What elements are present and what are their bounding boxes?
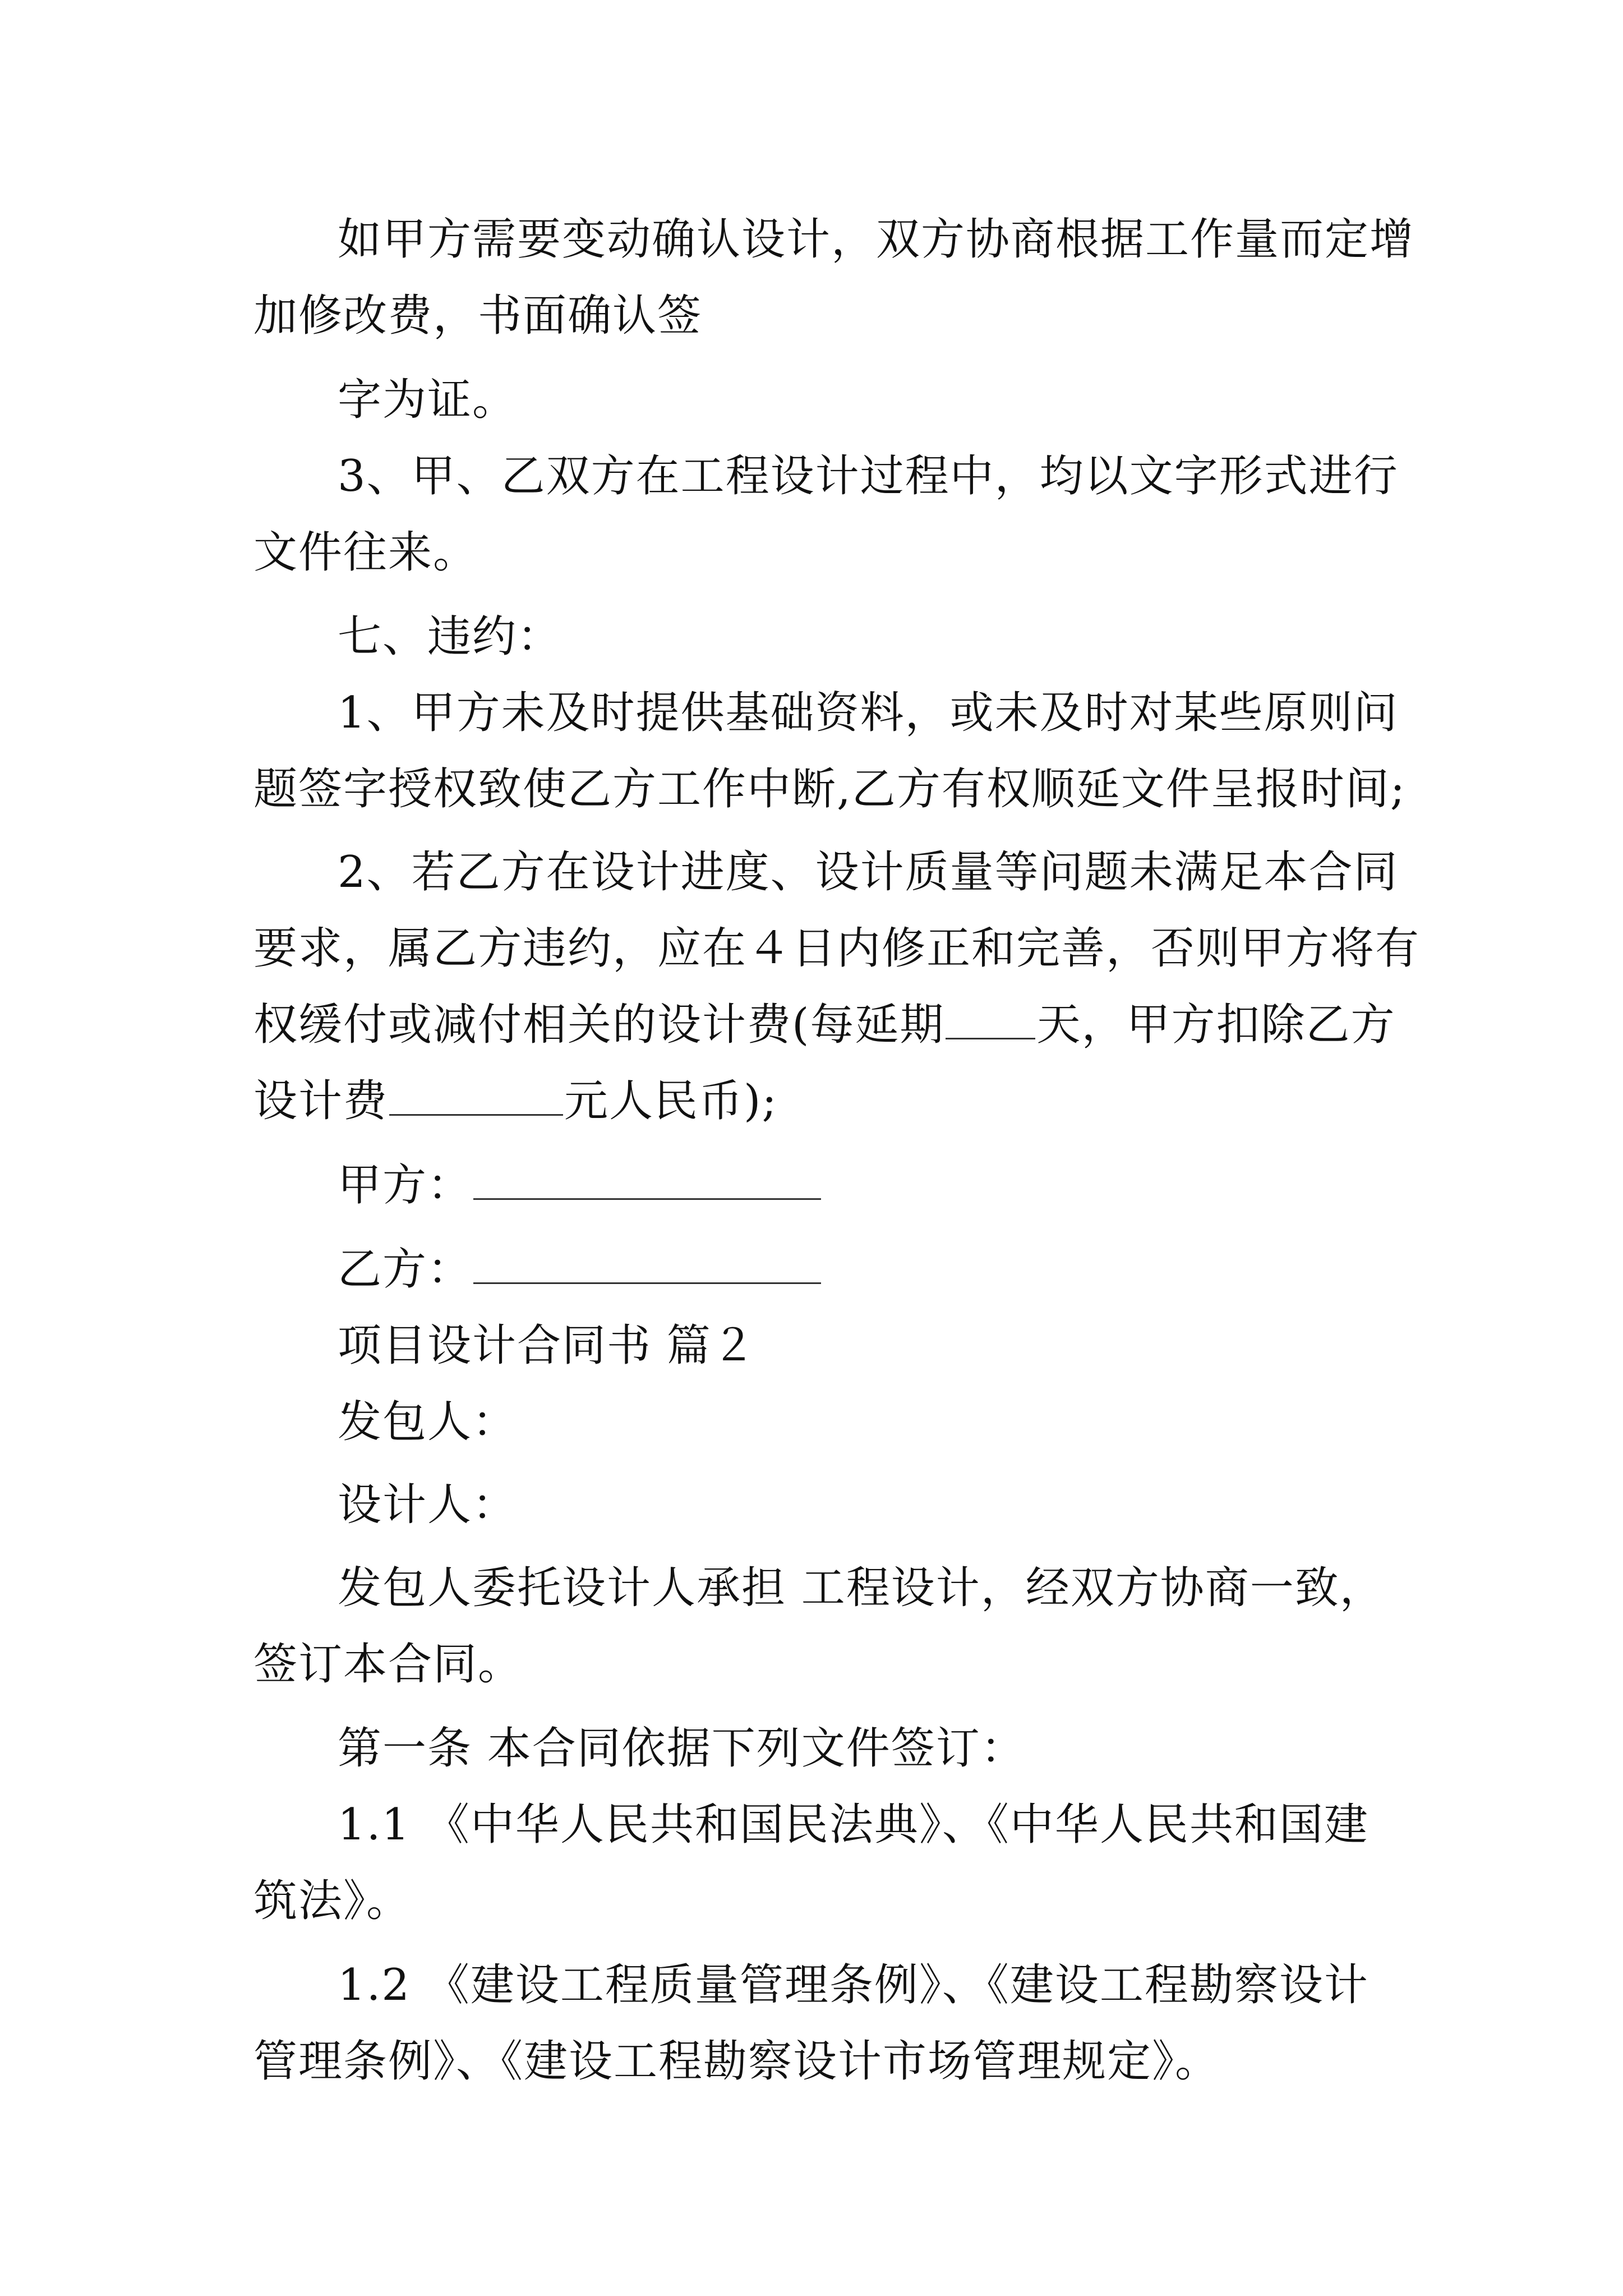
fill-blank-amount[interactable] bbox=[389, 1114, 563, 1116]
paragraph-line: 管理条例》、《建设工程勘察设计市场管理规定》。 bbox=[253, 2036, 1220, 2087]
section-heading: 七、违约： bbox=[338, 611, 562, 662]
party-b-signature-blank[interactable] bbox=[473, 1282, 821, 1284]
party-b-label: 乙方： bbox=[338, 1244, 473, 1295]
paragraph-line: 如甲方需要变动确认设计，双方协商根据工作量而定增 bbox=[338, 214, 1415, 265]
paragraph-line bbox=[253, 1076, 778, 1126]
section-title: 项目设计合同书 篇２ bbox=[338, 1320, 757, 1371]
party-a-label: 甲方： bbox=[338, 1160, 473, 1211]
paragraph-line: 加修改费，书面确认签 bbox=[253, 291, 703, 341]
paragraph-line: 发包人委托设计人承担 工程设计，经双方协商一致， bbox=[338, 1563, 1385, 1613]
paragraph-line: 题签字授权致使乙方工作中断,乙方有权顺延文件呈报时间; bbox=[253, 764, 1407, 815]
employer-label: 发包人： bbox=[338, 1397, 518, 1447]
fill-blank-days[interactable] bbox=[946, 1037, 1035, 1039]
paragraph-line: 字为证。 bbox=[338, 375, 518, 425]
signature-line-party-b bbox=[338, 1244, 822, 1295]
paragraph-line: 2、若乙方在设计进度、设计质量等问题未满足本合同 bbox=[338, 847, 1399, 898]
text-segment: 权缓付或减付相关的设计费(每延期 bbox=[253, 1000, 945, 1050]
paragraph-line: 1.2 《建设工程质量管理条例》、《建设工程勘察设计 bbox=[338, 1960, 1369, 2010]
paragraph-line: 3、甲、乙双方在工程设计过程中，均以文字形式进行 bbox=[338, 451, 1399, 501]
article-heading: 第一条 本合同依据下列文件签订： bbox=[338, 1723, 1026, 1774]
text-segment: 设计费 bbox=[253, 1076, 389, 1126]
text-segment: 天，甲方扣除乙方 bbox=[1036, 1000, 1396, 1050]
paragraph-line: 筑法》。 bbox=[253, 1876, 412, 1926]
signature-line-party-a bbox=[338, 1160, 822, 1211]
party-a-signature-blank[interactable] bbox=[473, 1198, 821, 1200]
paragraph-line: 文件往来。 bbox=[253, 527, 478, 578]
designer-label: 设计人： bbox=[338, 1480, 518, 1530]
paragraph-line: 签订本合同。 bbox=[253, 1639, 523, 1690]
paragraph-line bbox=[253, 1000, 1396, 1050]
paragraph-line: 要求，属乙方违约，应在４日内修正和完善，否则甲方将有 bbox=[253, 923, 1421, 974]
text-segment: 元人民币); bbox=[564, 1076, 778, 1126]
paragraph-line: 1.1 《中华人民共和国民法典》、《中华人民共和国建 bbox=[338, 1800, 1369, 1850]
paragraph-line: 1、甲方未及时提供基础资料，或未及时对某些原则问 bbox=[338, 688, 1399, 738]
